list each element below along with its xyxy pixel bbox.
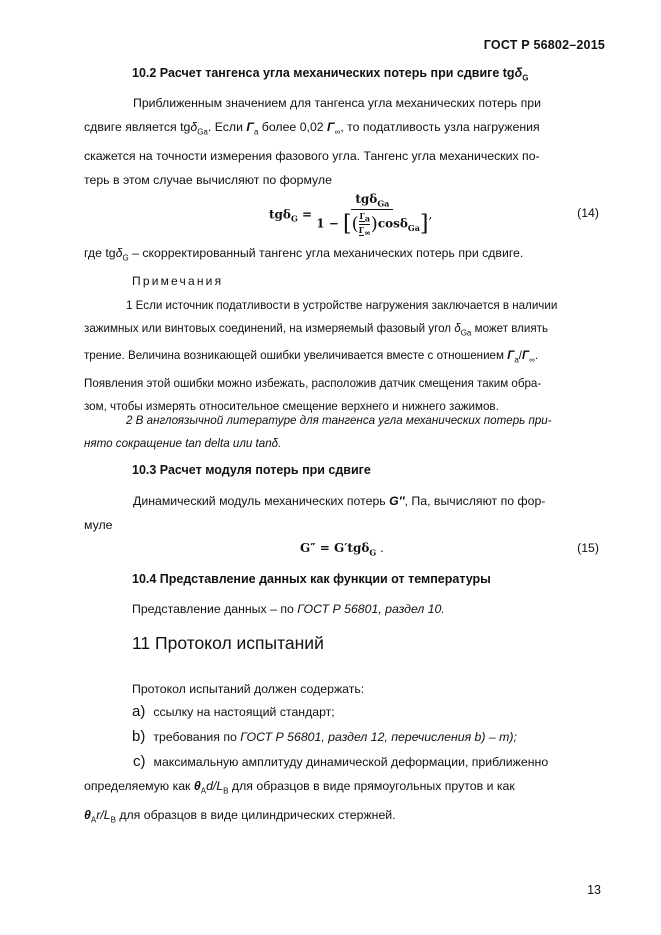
section-11-heading: 11 Протокол испытаний <box>132 633 324 653</box>
section-10-4-title: 10.4 Представление данных как функции от температуры <box>132 572 491 586</box>
page-number: 13 <box>587 883 601 897</box>
section-10-2-title: 10.2 Расчет тангенса угла механических потерь при сдвиге tgδ$_G$ <box>132 66 529 83</box>
notes-heading: Примечания <box>132 274 224 288</box>
list-item-a: а) ссылку на настоящий стандарт; <box>132 703 335 720</box>
document-header: ГОСТ Р 56802–2015 <box>483 38 605 52</box>
section-11-intro: Протокол испытаний должен содержать: <box>132 682 365 696</box>
list-item-b: b) требования по ГОСТ Р 56801, раздел 12, перечисления b) – m); <box>132 728 517 745</box>
equation-number-15: (15) <box>577 541 599 555</box>
list-item-c: с) максимальную амплитуду динамической деформации, приближенно определяемую как $\theta_Ad/L_B$ для образцов в виде прямоугольных прутов и как $\theta_Ar/L_B$ для образцов в виде цилиндрических стержней. <box>84 753 549 825</box>
where-clause: где tgδ$_G$ – скорректированный тангенс угла механических потерь при сдвиге. <box>84 246 524 263</box>
formula-15: G″ = G′tgδ$_G$ . <box>300 541 384 558</box>
equation-number-14: (14) <box>577 206 599 220</box>
section-10-3-title: 10.3 Расчет модуля потерь при сдвиге <box>132 463 371 477</box>
note-2: 2 В англоязычной литературе для тангенса угла механических потерь при- нято сокращение tan delta или tanδ. <box>84 414 552 450</box>
formula-14: tgδ$_G$ = tgδ$_{Ga}$ 1 − [( $Г_a$ $Г_\infty$ )cosδ$_{Ga}$] , <box>269 192 433 238</box>
note-1: 1 Если источник податливости в устройстве нагружения заключается в наличии зажимных или винтовых соединений, на измеряемый фазовый угол $\delta_{Ga}$ может влиять трение. Величина возникающей ошибки увеличивается вместе с отношением $Г_a/Г_\infty$. Появления этой ошибки можно избежать, расположив датчик смещения таким обра- зом, чтобы измерять относительное смещение верхнего и нижнего зажимов. <box>84 299 558 413</box>
section-10-3-paragraph: Динамический модуль механических потерь G″, Па, вычисляют по фор- муле <box>84 494 546 532</box>
section-10-2-paragraph: Приближенным значением для тангенса угла механических потерь при сдвиге является tgδ$_{Ga}$. Если $Г_a$ более 0,02 $Г_\infty$, то податливость узла нагружения скажется на точности измерения фазового угла. Тангенс угла механических по- терь в этом случае вычисляют по формуле <box>84 96 541 188</box>
section-10-4-text: Представление данных – по ГОСТ Р 56801, раздел 10. <box>132 602 445 616</box>
